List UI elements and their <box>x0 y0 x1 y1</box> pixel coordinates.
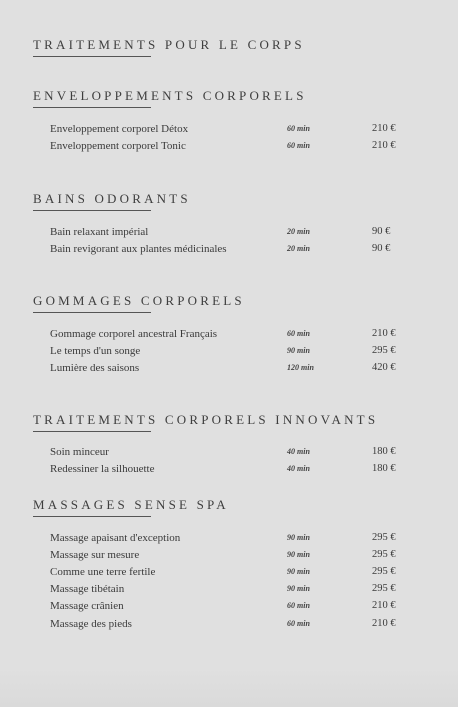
item-price: 210 € <box>372 600 396 611</box>
item-duration: 90 min <box>287 567 310 576</box>
item-name: Redessiner la silhouette <box>50 463 155 475</box>
section-title: GOMMAGES CORPORELS <box>33 293 245 308</box>
item-name: Enveloppement corporel Tonic <box>50 140 186 152</box>
item-price: 295 € <box>372 532 396 543</box>
item-name: Bain revigorant aux plantes médicinales <box>50 243 227 255</box>
item-price: 295 € <box>372 566 396 577</box>
list-item <box>50 328 410 345</box>
section-underline <box>33 107 151 108</box>
item-duration: 20 min <box>287 244 310 253</box>
list-item <box>50 243 410 260</box>
section-title: TRAITEMENTS CORPORELS INNOVANTS <box>33 412 379 427</box>
item-duration: 60 min <box>287 619 310 628</box>
item-duration: 60 min <box>287 141 310 150</box>
item-name: Enveloppement corporel Détox <box>50 123 189 135</box>
page-title: TRAITEMENTS POUR LE CORPS <box>33 37 305 52</box>
list-item <box>50 532 410 549</box>
item-name: Massage des pieds <box>50 618 132 630</box>
item-price: 90 € <box>372 226 391 237</box>
item-price: 210 € <box>372 140 396 151</box>
item-price: 210 € <box>372 618 396 629</box>
item-price: 180 € <box>372 446 396 457</box>
item-duration: 60 min <box>287 329 310 338</box>
item-name: Le temps d'un songe <box>50 345 141 357</box>
item-name: Soin minceur <box>50 446 109 458</box>
section-underline <box>33 210 151 211</box>
list-item <box>50 618 410 635</box>
item-duration: 90 min <box>287 533 310 542</box>
item-name: Massage sur mesure <box>50 549 140 561</box>
item-price: 295 € <box>372 345 396 356</box>
section-title: BAINS ODORANTS <box>33 191 191 206</box>
item-price: 295 € <box>372 583 396 594</box>
item-name: Gommage corporel ancestral Français <box>50 328 218 340</box>
item-name: Massage crânien <box>50 600 124 612</box>
item-name: Massage tibétain <box>50 583 125 595</box>
list-item <box>50 362 410 379</box>
list-item <box>50 566 410 583</box>
item-duration: 40 min <box>287 464 310 473</box>
list-item <box>50 583 410 600</box>
list-item <box>50 226 410 243</box>
item-price: 420 € <box>372 362 396 373</box>
section-title: MASSAGES SENSE SPA <box>33 497 229 512</box>
list-item <box>50 463 410 480</box>
item-duration: 90 min <box>287 584 310 593</box>
item-price: 210 € <box>372 328 396 339</box>
list-item <box>50 123 410 140</box>
list-item <box>50 345 410 362</box>
section-underline <box>33 516 151 517</box>
title-underline <box>33 56 151 57</box>
item-price: 90 € <box>372 243 391 254</box>
section-title: ENVELOPPEMENTS CORPORELS <box>33 88 307 103</box>
section-underline <box>33 431 151 432</box>
item-duration: 90 min <box>287 550 310 559</box>
item-duration: 90 min <box>287 346 310 355</box>
item-duration: 120 min <box>287 363 314 372</box>
item-price: 210 € <box>372 123 396 134</box>
item-duration: 20 min <box>287 227 310 236</box>
section-underline <box>33 312 151 313</box>
item-duration: 60 min <box>287 124 310 133</box>
item-name: Lumière des saisons <box>50 362 140 374</box>
item-duration: 40 min <box>287 447 310 456</box>
item-name: Massage apaisant d'exception <box>50 532 181 544</box>
list-item <box>50 600 410 617</box>
item-name: Bain relaxant impérial <box>50 226 149 238</box>
item-duration: 60 min <box>287 601 310 610</box>
list-item <box>50 140 410 157</box>
item-price: 295 € <box>372 549 396 560</box>
item-price: 180 € <box>372 463 396 474</box>
item-name: Comme une terre fertile <box>50 566 156 578</box>
page-bottom-shade <box>0 667 458 707</box>
list-item <box>50 446 410 463</box>
list-item <box>50 549 410 566</box>
